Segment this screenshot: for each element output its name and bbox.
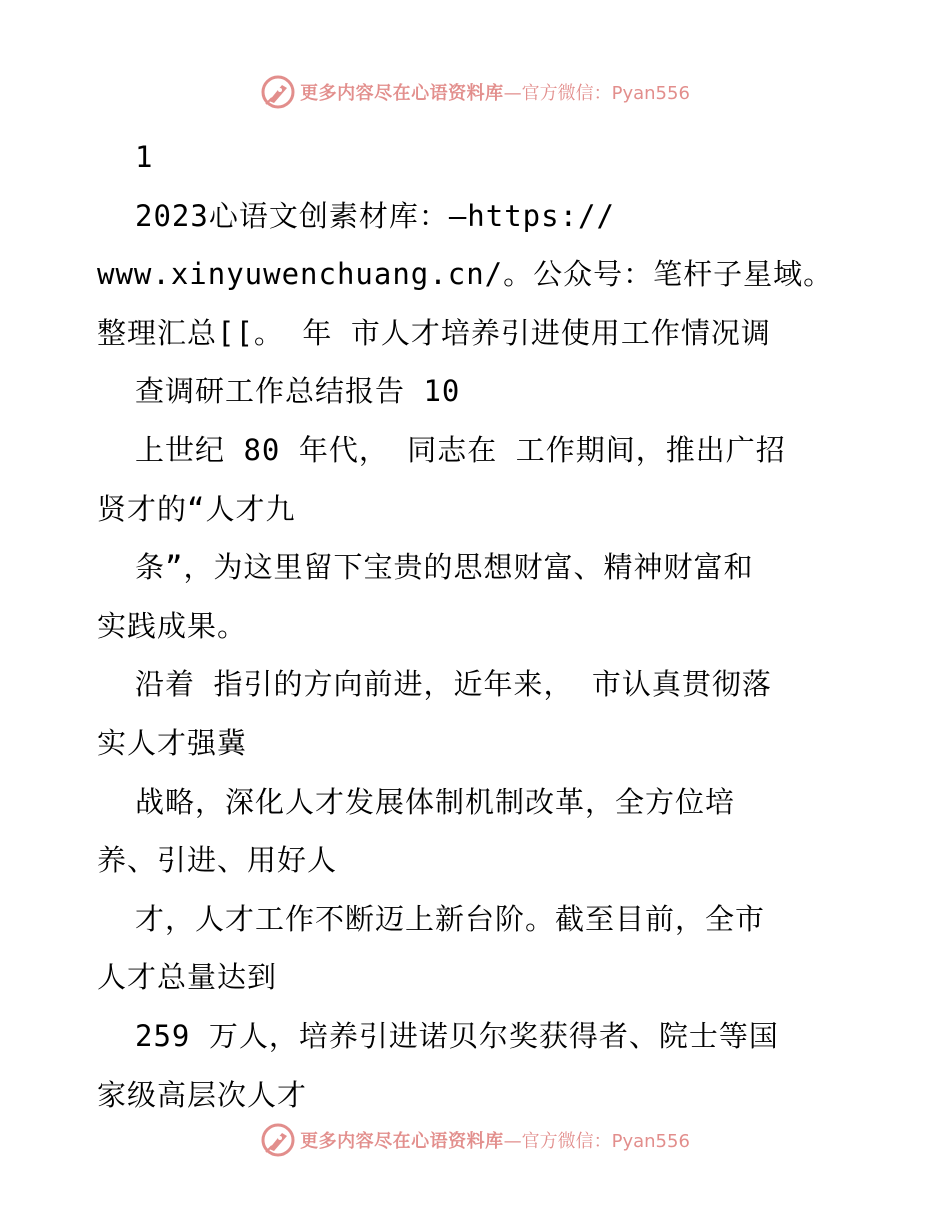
body-line: 家级高层次人才 <box>97 1077 308 1112</box>
banner-wechat-text: —官方微信：Pyan556 <box>503 1131 690 1152</box>
banner-main-text: 更多内容尽在心语资料库 <box>300 83 504 104</box>
body-line: 贤才的“人才九 <box>97 491 296 526</box>
document-body <box>97 128 857 1124</box>
header-watermark-banner <box>0 70 950 114</box>
pen-nib-logo-icon <box>260 1122 296 1158</box>
banner-main-text: 更多内容尽在心语资料库 <box>300 1131 504 1152</box>
body-line: 条”，为这里留下宝贵的思想财富、精神财富和 <box>135 550 754 585</box>
body-line: 2023心语文创素材库：—https:// <box>135 198 615 233</box>
body-line: 查调研工作总结报告 10 <box>135 374 461 409</box>
page-number: 1 <box>135 140 154 174</box>
body-line: 养、引进、用好人 <box>97 843 338 878</box>
footer-watermark-banner <box>0 1118 950 1162</box>
body-line: 整理汇总[[。 年 市人才培养引进使用工作情况调 <box>97 315 771 350</box>
body-line: 上世纪 80 年代， 同志在 工作期间，推出广招 <box>135 432 786 467</box>
body-line: www.xinyuwenchuang.cn/。公众号：笔杆子星域。 <box>97 257 834 292</box>
body-line: 实人才强冀 <box>97 725 248 760</box>
body-line: 实践成果。 <box>97 608 248 643</box>
body-line: 战略，深化人才发展体制机制改革，全方位培 <box>135 784 736 819</box>
banner-wechat-text: —官方微信：Pyan556 <box>503 83 690 104</box>
body-line: 才，人才工作不断迈上新台阶。截至目前，全市 <box>135 901 766 936</box>
pen-nib-logo-icon <box>260 74 296 110</box>
body-line: 沿着 指引的方向前进，近年来， 市认真贯彻落 <box>135 667 772 702</box>
body-line: 259 万人，培养引进诺贝尔奖获得者、院士等国 <box>135 1018 779 1053</box>
body-line: 人才总量达到 <box>97 960 278 995</box>
